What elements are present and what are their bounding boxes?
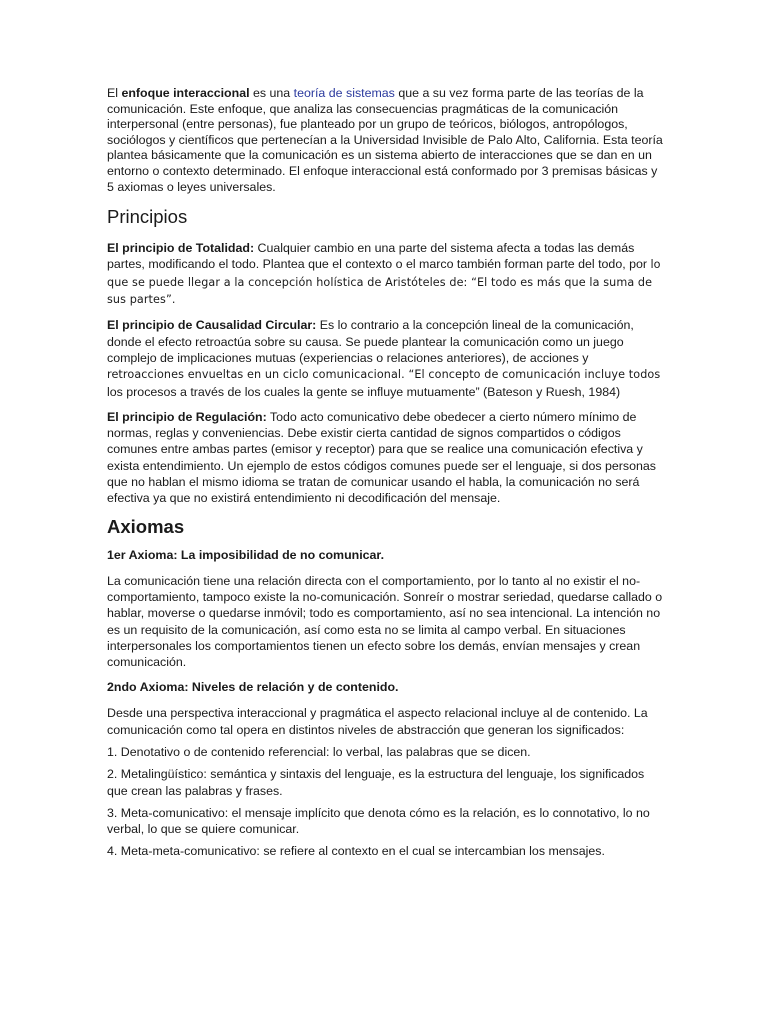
principle-totalidad-text: Cualquier cambio en una parte del sistema afecta a todas las demás partes, modificando el todo. Plantea que el contexto o el marco también forman parte del todo, por: [107, 241, 651, 272]
axiom-1-text: La comunicación tiene una relación directa con el comportamiento, por lo tanto al no existir el no-comportamiento, tampoco existe la no-comunicación. Sonreír o mostrar seriedad, quedarse callado o hablar, moverse o quedarse inmóvil; todo es comportamiento, así no sea intencional. La intención no es un requisito de la comunicación, así como esta no se limita al campo verbal. En situaciones interpersonales los comportamientos tienen un efecto sobre los demás, envían mensajes y crean comunicación.: [107, 573, 663, 670]
intro-paragraph: [107, 86, 663, 195]
intro-text-1: El: [107, 86, 122, 100]
axiom-2-text: Desde una perspectiva interaccional y pragmática el aspecto relacional incluye al de contenido. La comunicación como tal opera en distintos niveles de abstracción que generan los significados:: [107, 706, 648, 737]
intro-text-3: que a su vez forma parte de las teorías de la comunicación. Este enfoque, que analiza las consecuencias pragmáticas de la comunicación interpersonal (entre personas), fue planteado por un grupo de teóricos, biólogos, antropólogos, sociólogos y científicos que pertenecían a la Universidad Invisible de Palo Alto, California. Esta teoría plantea básicamente que la comunicación es un sistema abierto de interacciones que se dan en un entorno o contexto determinado. El enfoque interaccional está conformado por 3 premisas básicas y 5 axiomas o leyes universales.: [107, 86, 663, 194]
axiom-2-list-item: 2. Metalingüístico: semántica y sintaxis del lenguaje, es la estructura del lenguaje, los significados que crean las palabras y frases.: [107, 767, 645, 798]
axiom-1-title: 1er Axioma: La imposibilidad de no comunicar.: [107, 547, 385, 562]
principle-regulacion-label: El principio de Regulación:: [107, 409, 267, 424]
principle-causalidad-text: Es lo contrario a la concepción lineal de la comunicación, donde el efecto retroactúa sobre su causa. Se puede plantear la comunicación como un juego complejo de implicaciones mutuas (experiencias o relaciones anteriores), de acciones y: [107, 318, 634, 365]
intro-term: enfoque interaccional: [121, 86, 250, 100]
principle-totalidad-label: El principio de Totalidad:: [107, 241, 255, 256]
principle-causalidad-quote: retroacciones envueltas en un ciclo comunicacional. “El concepto de comunicación incluye todos: [107, 368, 661, 382]
axiom-2-list-item: 3. Meta-comunicativo: el mensaje implícito que denota cómo es la relación, es lo connotativo, lo no verbal, lo que se quiere comunicar.: [107, 805, 650, 837]
axiomas-heading: Axiomas: [107, 515, 185, 537]
axiom-2-list-item: 1. Denotativo o de contenido referencial: lo verbal, las palabras que se dicen.: [107, 744, 531, 759]
principle-causalidad-text-2: los procesos a través de los cuales la gente se influye mutuamente” (Bateson y Ruesh, 1984): [107, 384, 621, 399]
principle-totalidad: [107, 240, 663, 308]
principios-heading: Principios: [107, 206, 188, 228]
intro-text-2: es una: [249, 86, 294, 100]
principle-causalidad: [107, 317, 663, 399]
document-page: [107, 86, 663, 866]
axiom-2-list-item: 4. Meta-meta-comunicativo: se refiere al contexto en el cual se intercambian los mensajes.: [107, 844, 605, 859]
principle-regulacion: [107, 409, 663, 507]
systems-theory-link[interactable]: teoría de sistemas: [293, 86, 395, 100]
principle-regulacion-text: Todo acto comunicativo debe obedecer a cierto número mínimo de normas, reglas y conveniencias. Debe existir cierta cantidad de signos compartidos o códigos comunes entre ambas partes (emisor y receptor) para que se realice una comunicación efectiva y exista entendimiento. Un ejemplo de estos códigos comunes puede ser el lenguaje, si dos personas que no hablan el mismo idioma se tratan de comunicar usando el habla, la comunicación no será efectiva ya que no existirá entendimiento ni decodificación del mensaje.: [107, 409, 656, 506]
axiom-2-title: 2ndo Axioma: Niveles de relación y de contenido.: [107, 680, 399, 695]
principle-causalidad-label: El principio de Causalidad Circular:: [107, 318, 317, 333]
principle-totalidad-quote: lo que se puede llegar a la concepción holística de Aristóteles de: “El todo es más que la suma de sus partes”.: [107, 258, 661, 307]
